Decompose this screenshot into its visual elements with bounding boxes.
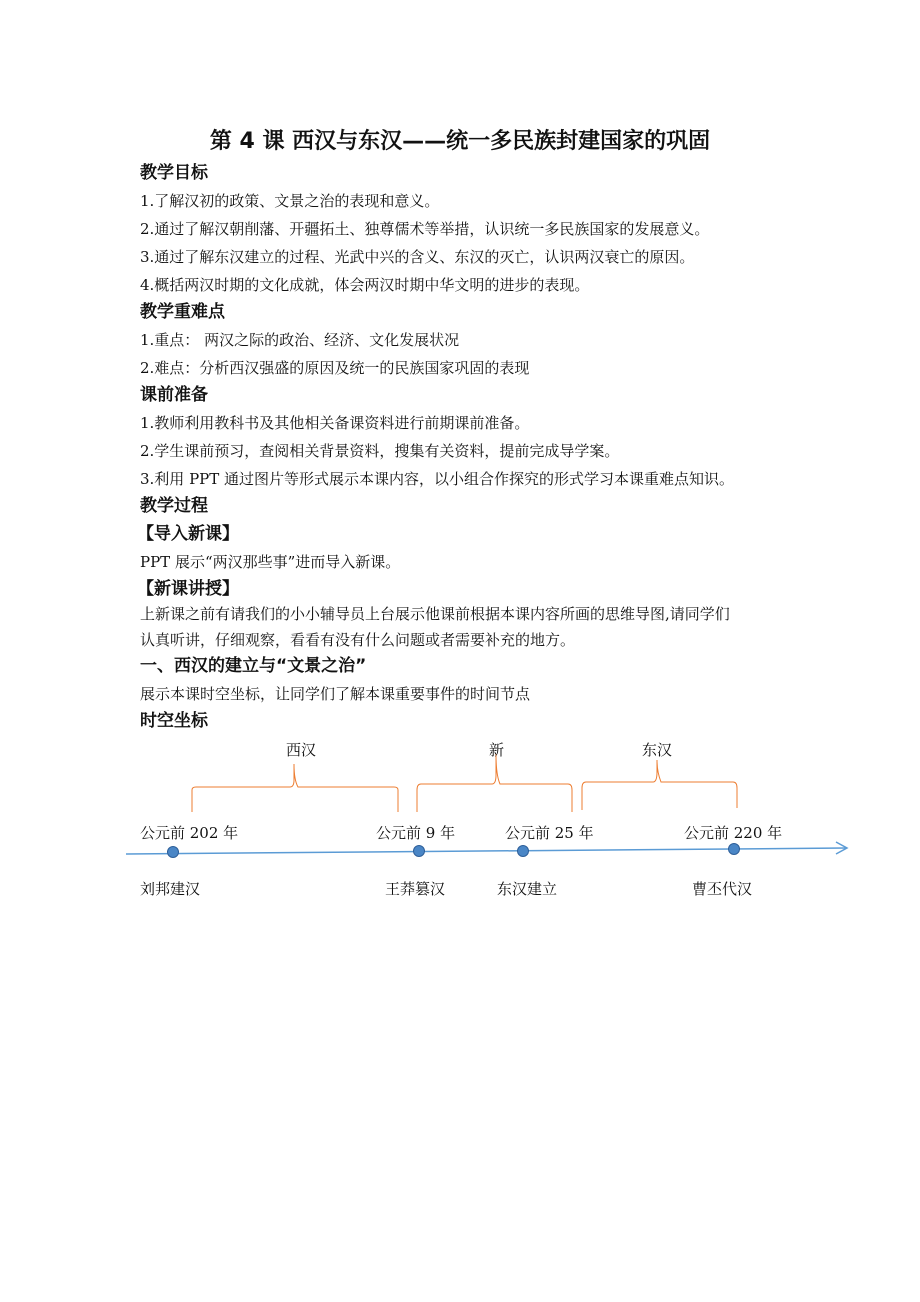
timeline-point — [168, 847, 179, 858]
heading-part1: 一、西汉的建立与“文景之治” — [140, 656, 367, 676]
part1-text: 展示本课时空坐标，让同学们了解本课重要事件的时间节点 — [140, 685, 531, 703]
timeline-point — [729, 844, 740, 855]
bracket-western-han — [192, 764, 398, 812]
heading-timeline: 时空坐标 — [140, 711, 208, 731]
new-lesson-text: 认真听讲，仔细观察，看看有没有什么问题或者需要补充的地方。 — [140, 631, 576, 649]
key-item: 2.难点：分析西汉强盛的原因及统一的民族国家巩固的表现 — [140, 359, 530, 377]
period-label: 东汉 — [642, 741, 673, 759]
goal-item: 1.了解汉初的政策、文景之治的表现和意义。 — [140, 192, 440, 210]
bracket-xin — [417, 754, 572, 812]
date-label: 公元前 9 年 — [376, 824, 456, 842]
bracket-eastern-han — [582, 760, 737, 810]
intro-text: PPT 展示“两汉那些事”进而导入新课。 — [140, 553, 401, 571]
new-lesson-text: 上新课之前有请我们的小小辅导员上台展示他课前根据本课内容所画的思维导图,请同学们 — [140, 605, 730, 623]
date-label: 公元前 202 年 — [140, 824, 239, 842]
heading-prep: 课前准备 — [140, 385, 208, 405]
timeline-point — [414, 846, 425, 857]
event-label: 曹丕代汉 — [692, 880, 753, 898]
heading-goals: 教学目标 — [140, 163, 208, 183]
event-label: 刘邦建汉 — [140, 880, 201, 898]
goal-item: 2.通过了解汉朝削藩、开疆拓土、独尊儒术等举措，认识统一多民族国家的发展意义。 — [140, 220, 710, 238]
timeline-point — [518, 846, 529, 857]
prep-item: 3.利用 PPT 通过图片等形式展示本课内容，以小组合作探究的形式学习本课重难点知识。 — [140, 470, 735, 488]
period-label: 新 — [489, 741, 505, 759]
page-title: 第 4 课 西汉与东汉——统一多民族封建国家的巩固 — [209, 129, 711, 154]
date-label: 公元前 25 年 — [505, 824, 594, 842]
heading-key-points: 教学重难点 — [140, 302, 225, 322]
period-label: 西汉 — [286, 741, 317, 759]
heading-new-lesson: 【新课讲授】 — [137, 579, 239, 599]
event-label: 王莽篡汉 — [385, 880, 446, 898]
heading-process: 教学过程 — [140, 496, 208, 516]
goal-item: 3.通过了解东汉建立的过程、光武中兴的含义、东汉的灭亡，认识两汉衰亡的原因。 — [140, 248, 695, 266]
key-item: 1.重点： 两汉之际的政治、经济、文化发展状况 — [140, 331, 460, 349]
date-label: 公元前 220 年 — [684, 824, 783, 842]
prep-item: 1.教师利用教科书及其他相关备课资料进行前期课前准备。 — [140, 414, 530, 432]
event-label: 东汉建立 — [497, 880, 558, 898]
heading-intro: 【导入新课】 — [137, 524, 239, 544]
goal-item: 4.概括两汉时期的文化成就，体会两汉时期中华文明的进步的表现。 — [140, 276, 590, 294]
prep-item: 2.学生课前预习，查阅相关背景资料，搜集有关资料，提前完成导学案。 — [140, 442, 620, 460]
